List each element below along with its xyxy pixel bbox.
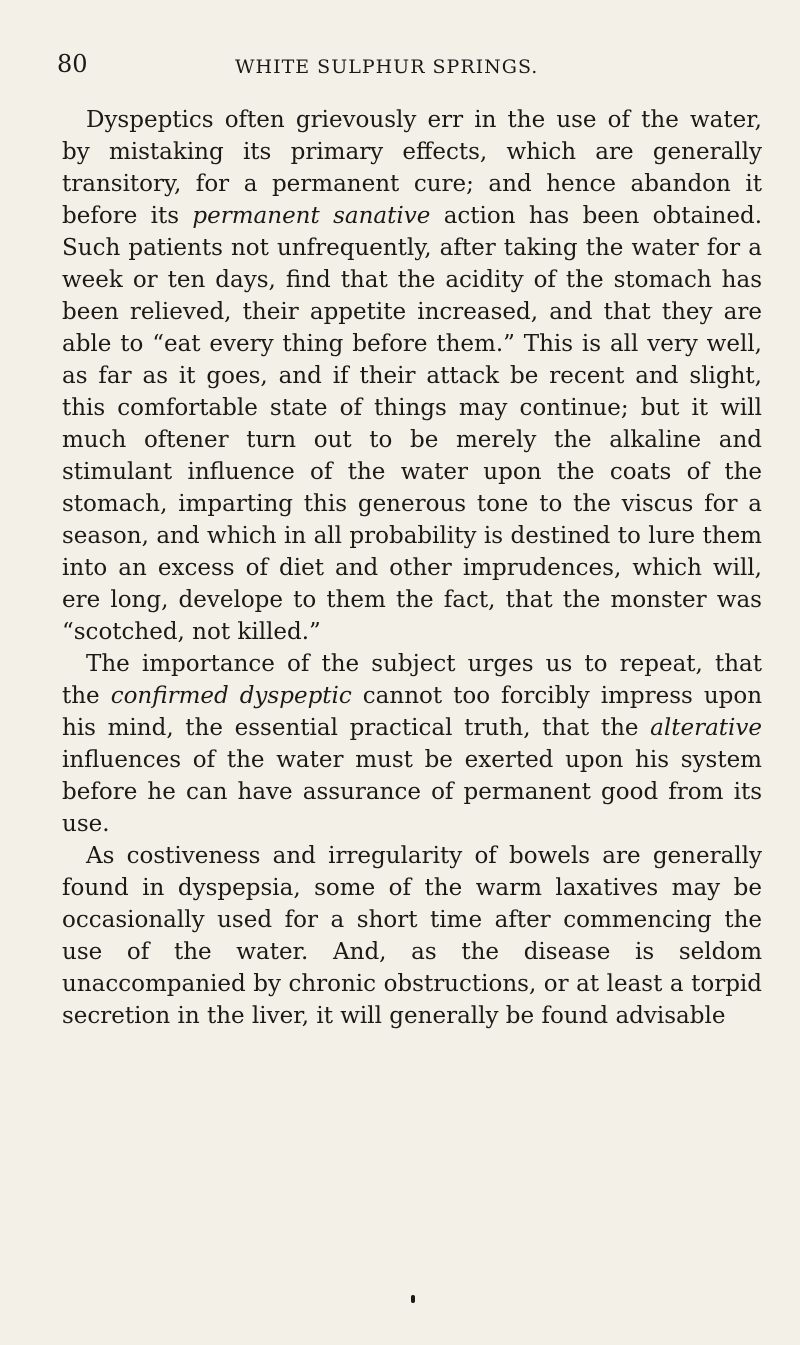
paragraph-importance	[62, 648, 762, 840]
text-segment: Dyspeptics often grievously err in the use of the water, by mistaking its primary effects, which are generally transitory, for a permanent cure; and hence abandon it before its	[62, 107, 762, 229]
paragraph-costiveness	[62, 840, 762, 1032]
italic-segment: alterative	[650, 715, 762, 741]
text-segment: influences of the water must be exerted upon his system before he can have assurance of permanent good from its use.	[62, 747, 762, 837]
italic-segment: confirmed dyspeptic	[110, 683, 352, 709]
text-segment: action has been obtained. Such patients not unfrequently, after taking the water for a week or ten days, find that the acidity of the stomach has been relieved, their appetite increased, and that they are able to “eat every thing before them.” This is all very well, as far as it goes, and if their attack be recent and slight, this comfortable state of things may continue; but it will much oftener turn out to be merely the alkaline and stimulant influence of the water upon the coats of the stomach, imparting this generous tone to the viscus for a season, and which in all probability is destined to lure them into an excess of diet and other imprudences, which will, ere long, develope to them the fact, that the monster was “scotched, not killed.”	[62, 203, 763, 645]
paragraph-dyspeptics	[62, 104, 762, 648]
running-title: WHITE SULPHUR SPRINGS.	[235, 56, 539, 78]
text-segment: cannot too forcibly impress upon his mind, the essential practical truth, that the	[62, 683, 763, 741]
running-head	[57, 50, 743, 80]
body-text	[62, 104, 762, 1032]
text-segment: The importance of the subject urges us to repeat, that the	[62, 651, 762, 709]
ink-speck	[411, 1295, 415, 1303]
page-number: 80	[57, 50, 88, 78]
text-segment: As costiveness and irregularity of bowels are generally found in dyspepsia, some of the warm laxatives may be occasionally used for a short time after commencing the use of the water. And, as the disease is seldom unaccompanied by chronic obstructions, or at least a torpid secretion in the liver, it will generally be found advisable	[62, 843, 762, 1029]
italic-segment: permanent sanative	[192, 203, 431, 229]
